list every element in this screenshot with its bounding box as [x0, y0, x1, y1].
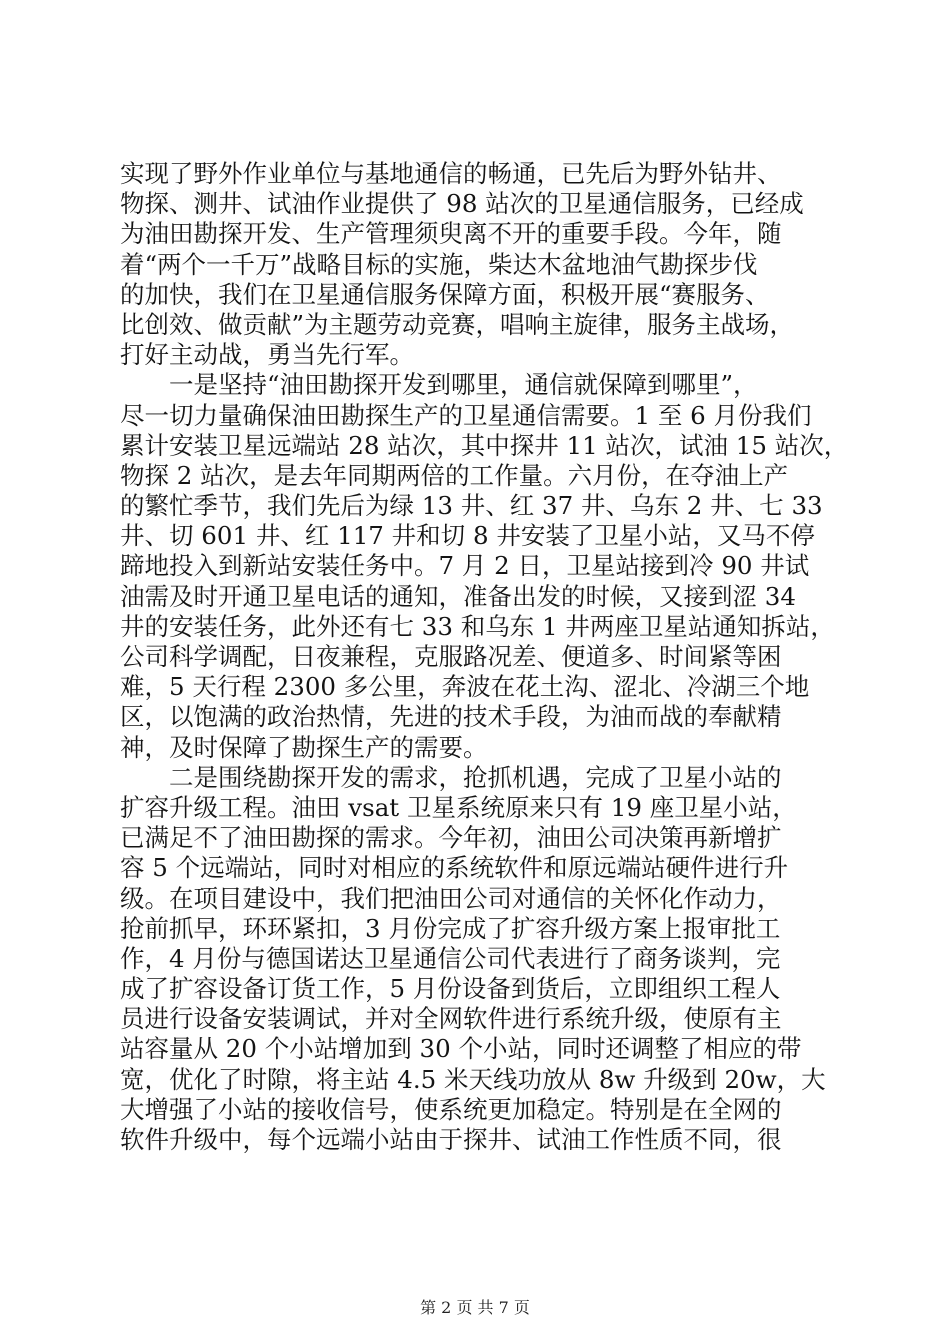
- text-line: 软件升级中，每个远端小站由于探井、试油工作性质不同，很: [120, 1125, 782, 1154]
- text-line: 实现了野外作业单位与基地通信的畅通，已先后为野外钻井、: [120, 159, 782, 188]
- text-line: 的加快，我们在卫星通信服务保障方面，积极开展“赛服务、: [120, 279, 770, 309]
- paragraph-start-line: 一是坚持“油田勘探开发到哪里，通信就保障到哪里”，: [120, 370, 758, 400]
- text-line: 级。在项目建设中，我们把油田公司对通信的关怀化作动力，: [120, 883, 782, 913]
- text-line: 着“两个一千万”战略目标的实施，柴达木盆地油气勘探步伐: [120, 249, 758, 279]
- text-line: 物探、测井、试油作业提供了 98 站次的卫星通信服务，已经成: [120, 189, 804, 219]
- text-line: 公司科学调配，日夜兼程，克服路况差、便道多、时间紧等困: [120, 642, 782, 671]
- text-line: 井、切 601 井、红 117 井和切 8 井安装了卫星小站，又马不停: [120, 521, 815, 551]
- text-line: 作，4 月份与德国诺达卫星通信公司代表进行了商务谈判，完: [120, 943, 781, 973]
- text-line: 宽，优化了时隙，将主站 4.5 米天线功放从 8w 升级到 20w，大: [120, 1064, 826, 1094]
- text-line: 蹄地投入到新站安装任务中。7 月 2 日，卫星站接到冷 90 井试: [120, 551, 810, 581]
- page-number-footer: 第 2 页 共 7 页: [420, 1298, 530, 1317]
- text-line: 累计安装卫星远端站 28 站次，其中探井 11 站次，试油 15 站次，: [120, 430, 849, 460]
- text-line: 物探 2 站次，是去年同期两倍的工作量。六月份，在夺油上产: [120, 460, 789, 490]
- text-line: 扩容升级工程。油田 vsat 卫星系统原来只有 19 座卫星小站，: [120, 792, 797, 822]
- text-line: 大增强了小站的接收信号，使系统更加稳定。特别是在全网的: [120, 1094, 782, 1124]
- text-line: 抢前抓早，环环紧扣，3 月份完成了扩容升级方案上报审批工: [120, 913, 781, 943]
- text-line: 员进行设备安装调试，并对全网软件进行系统升级，使原有主: [120, 1004, 782, 1034]
- text-line: 尽一切力量确保油田勘探生产的卫星通信需要。1 至 6 月份我们: [120, 400, 812, 430]
- text-line: 比创效、做贡献”为主题劳动竞赛，唱响主旋律，服务主战场，: [120, 309, 795, 339]
- paragraph-start-line: 二是围绕勘探开发的需求，抢抓机遇，完成了卫星小站的: [120, 762, 782, 792]
- text-line: 神，及时保障了勘探生产的需要。: [120, 732, 488, 762]
- text-line: 站容量从 20 个小站增加到 30 个小站，同时还调整了相应的带: [120, 1034, 802, 1064]
- text-line: 的繁忙季节，我们先后为绿 13 井、红 37 井、乌东 2 井、七 33: [120, 491, 823, 521]
- text-line: 井的安装任务，此外还有七 33 和乌东 1 井两座卫星站通知拆站，: [120, 611, 835, 641]
- text-line: 难，5 天行程 2300 多公里，奔波在花土沟、涩北、冷湖三个地: [120, 672, 810, 702]
- text-line: 成了扩容设备订货工作，5 月份设备到货后，立即组织工程人: [120, 974, 781, 1004]
- text-line: 打好主动战，勇当先行军。: [120, 340, 414, 370]
- text-line: 已满足不了油田勘探的需求。今年初，油田公司决策再新增扩: [120, 823, 782, 853]
- text-line: 油需及时开通卫星电话的通知，准备出发的时候，又接到涩 34: [120, 581, 796, 611]
- text-line: 为油田勘探开发、生产管理须臾离不开的重要手段。今年，随: [120, 219, 782, 249]
- body-text: [120, 159, 849, 1155]
- text-line: 容 5 个远端站，同时对相应的系统软件和原远端站硬件进行升: [120, 853, 789, 883]
- text-line: 区，以饱满的政治热情，先进的技术手段，为油而战的奉献精: [120, 702, 782, 732]
